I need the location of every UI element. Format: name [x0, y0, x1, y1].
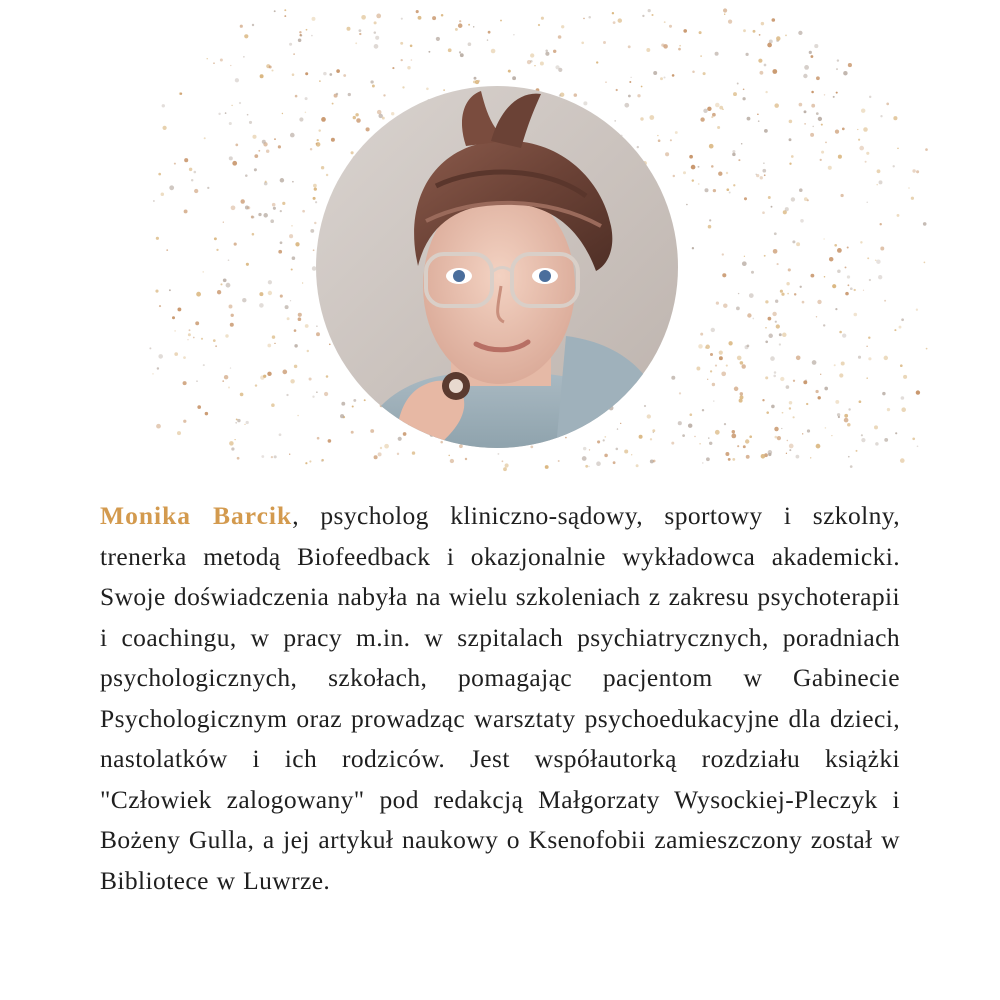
bio-text: , psycholog kliniczno-sądowy, sportowy i szkolny, trenerka metodą Biofeedback i okazjonalnie wykładowca akademicki. Swoje doświadczenia nabyła na wielu szkoleniach z zakresu psychoterapii i coachingu, w pracy m.in. w szpitalach psychiatrycznych, poradniach psychologicznych, szkołach, pomagając pacjentom w Gabinecie Psychologicznym oraz prowadząc warsztaty psychoedukacyjne dla dzieci, nastolatków i ich rodziców. Jest współautorką rozdziału książki "Człowiek zalogowany" pod redakcją Małgorzaty Wysockiej-Pleczyk i Bożeny Gulla, a jej artykuł naukowy o Ksenofobii zamieszczony został w Bibliotece w Luwrze.	[100, 501, 901, 895]
profile-portrait	[316, 86, 678, 448]
portrait-photo-icon	[316, 86, 678, 448]
author-name: Monika Barcik	[100, 501, 293, 530]
bio-paragraph	[100, 496, 900, 901]
